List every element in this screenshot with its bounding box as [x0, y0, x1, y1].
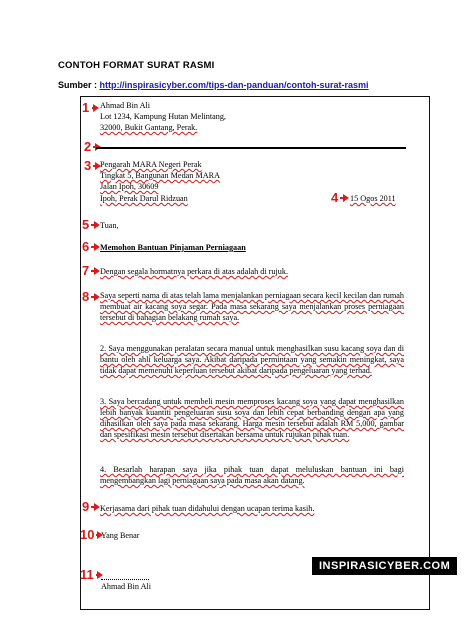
marker-3: 3	[84, 158, 92, 173]
marker-10: 10	[80, 527, 95, 542]
sender-address-1: Lot 1234, Kampung Hutan Melintang,	[100, 112, 226, 121]
sender-name: Ahmad Bin Ali	[100, 101, 151, 110]
arrow-5	[91, 224, 95, 226]
arrow-10	[96, 534, 98, 536]
recipient-line-1: Pengarah MARA Negeri Perak	[100, 160, 202, 169]
arrow-3	[93, 165, 96, 167]
marker-4: 4	[331, 190, 339, 205]
salutation: Tuan,	[100, 221, 119, 230]
arrow-9	[91, 506, 95, 508]
body-paragraph-2: 2. Saya menggunakan peralatan secara manual untuk menghasilkan susu kacang soya dan di bantu oleh ahli keluarga saya. Akibat daripada permintaan yang semakin meningkat, saya tidak dapat memenuhi keperluan tersebut akibat daripada pengeluaran yang terhad.	[100, 344, 404, 376]
body-paragraph-4: 4. Besarlah harapan saya jika pihak tuan dapat meluluskan bantuan ini bagi mengembangkan lagi perniagaan saya pada masa akan datang.	[100, 465, 404, 486]
source-link[interactable]: http://inspirasicyber.com/tips-dan-panduan/contoh-surat-rasmi	[99, 80, 369, 90]
marker-9: 9	[82, 499, 90, 514]
arrow-1	[92, 107, 94, 109]
arrow-4	[340, 197, 344, 199]
arrow-11	[96, 574, 98, 576]
signature-name: Ahmad Bin Ali	[101, 579, 149, 592]
recipient-line-4: Ipoh, Perak Darul Ridzuan	[100, 194, 188, 203]
marker-2: 2	[84, 139, 92, 154]
sender-address-2: 32000, Bukit Gantang, Perak.	[100, 123, 198, 132]
source-label: Sumber :	[58, 80, 100, 90]
arrow-6	[91, 246, 95, 248]
source-line	[58, 80, 369, 90]
marker-5: 5	[82, 217, 90, 232]
closing-phrase: Yang Benar	[101, 531, 140, 540]
page-title: CONTOH FORMAT SURAT RASMI	[58, 60, 215, 71]
subject-line: Memohon Bantuan Pinjaman Perniagaan	[100, 243, 246, 252]
marker-6: 6	[82, 239, 90, 254]
letter-date: 15 Ogos 2011	[350, 194, 396, 203]
marker-7: 7	[82, 263, 90, 278]
opening-line: Dengan segala hormatnya perkara di atas adalah di rujuk.	[100, 267, 289, 276]
body-paragraph-3: 3. Saya bercadang untuk membeli mesin memproses kacang soya yang dapat menghasilkan lebih banyak kuantiti pengeluaran susu soya dan lebih cepat berbanding dengan apa yang dihasilkan oleh saya pada masa sekarang. Harga mesin tersebut adalah RM 5,000, gambar dan spesifikasi mesin tersebut disertakan bersama untuk rujukan pihak tuan.	[100, 397, 404, 440]
marker-11: 11	[80, 567, 94, 582]
closing-remark: Kerjasama dari pihak tuan didahului dengan ucapan terima kasih.	[100, 504, 315, 513]
arrow-7	[91, 270, 95, 272]
marker-1: 1	[82, 100, 90, 115]
body-paragraph-1: Saya seperti nama di atas telah lama menjalankan perniagaan secara kecil kecilan dan rumah membuat air kacang soya segar. Pada masa sekarang saya menjalankan proses perniagaan tersebut di bahagian belakang rumah saya.	[100, 291, 404, 323]
watermark-logo: INSPIRASICYBER.COM	[312, 557, 457, 575]
recipient-line-3: Jalan Ipoh, 30609	[100, 182, 159, 191]
arrow-8	[91, 296, 95, 298]
separator-rule	[96, 147, 406, 149]
marker-8: 8	[82, 289, 90, 304]
recipient-line-2: Tingkat 5, Bangunan Medan MARA	[100, 171, 221, 180]
